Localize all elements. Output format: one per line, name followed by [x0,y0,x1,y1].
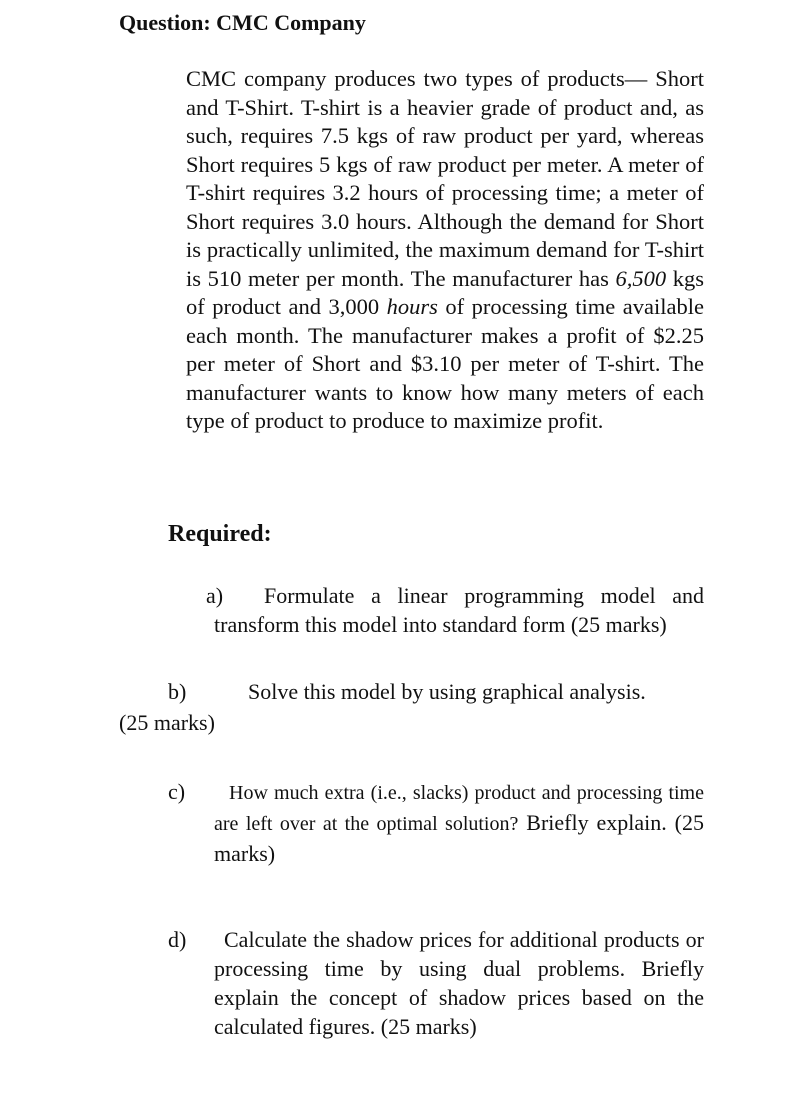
problem-text-part1: CMC company produces two types of products— Short and T-Shirt. T-shirt is a heavier grade of product and, as such, requires 7.5 kgs of raw product per yard, whereas Short requires 5 kgs of raw product per meter. A meter of T-shirt requires 3.2 hours of processing time; a meter of Short requires 3.0 hours. Although the demand for Short is practically unlimited, the maximum demand for T-shirt is 510 meter per month. The manufacturer has [186,66,704,291]
problem-text-part2: kgs of product and 3,000 [186,265,705,319]
item-a-label: a) [206,583,224,608]
item-d-text: Calculate the shadow prices for additional products or processing time by using dual problems. Briefly explain the concept of shadow prices based on the calculated figures. (25 marks) [214,927,704,1039]
item-b-text: Solve this model by using graphical analysis. [248,679,646,704]
item-d-label: d) [168,927,187,952]
required-heading: Required: [168,521,272,547]
problem-text-part3: of processing time available each month. The manufacturer makes a profit of $2.25 per meter of Short and $3.10 per meter of T-shirt. The manufacturer wants to know how many meters of each type of product to produce to maximize profit. [186,294,704,433]
problem-statement [186,65,704,436]
hours-word: hours [386,294,438,319]
question-title: Question: CMC Company [119,10,366,35]
product-quantity: 6,500 [615,265,667,291]
item-c-instruction: Briefly explain. (25 marks) [214,810,705,866]
item-c-label: c) [168,779,186,804]
item-c-text [214,777,704,868]
item-b-marks: (25 marks) [119,710,215,735]
item-b-label: b) [168,679,187,704]
item-c-question: How much extra (i.e., slacks) product and processing time are left over at the optimal solution? [214,782,704,835]
item-a-text: Formulate a linear programming model and transform this model into standard form (25 marks) [214,583,704,637]
